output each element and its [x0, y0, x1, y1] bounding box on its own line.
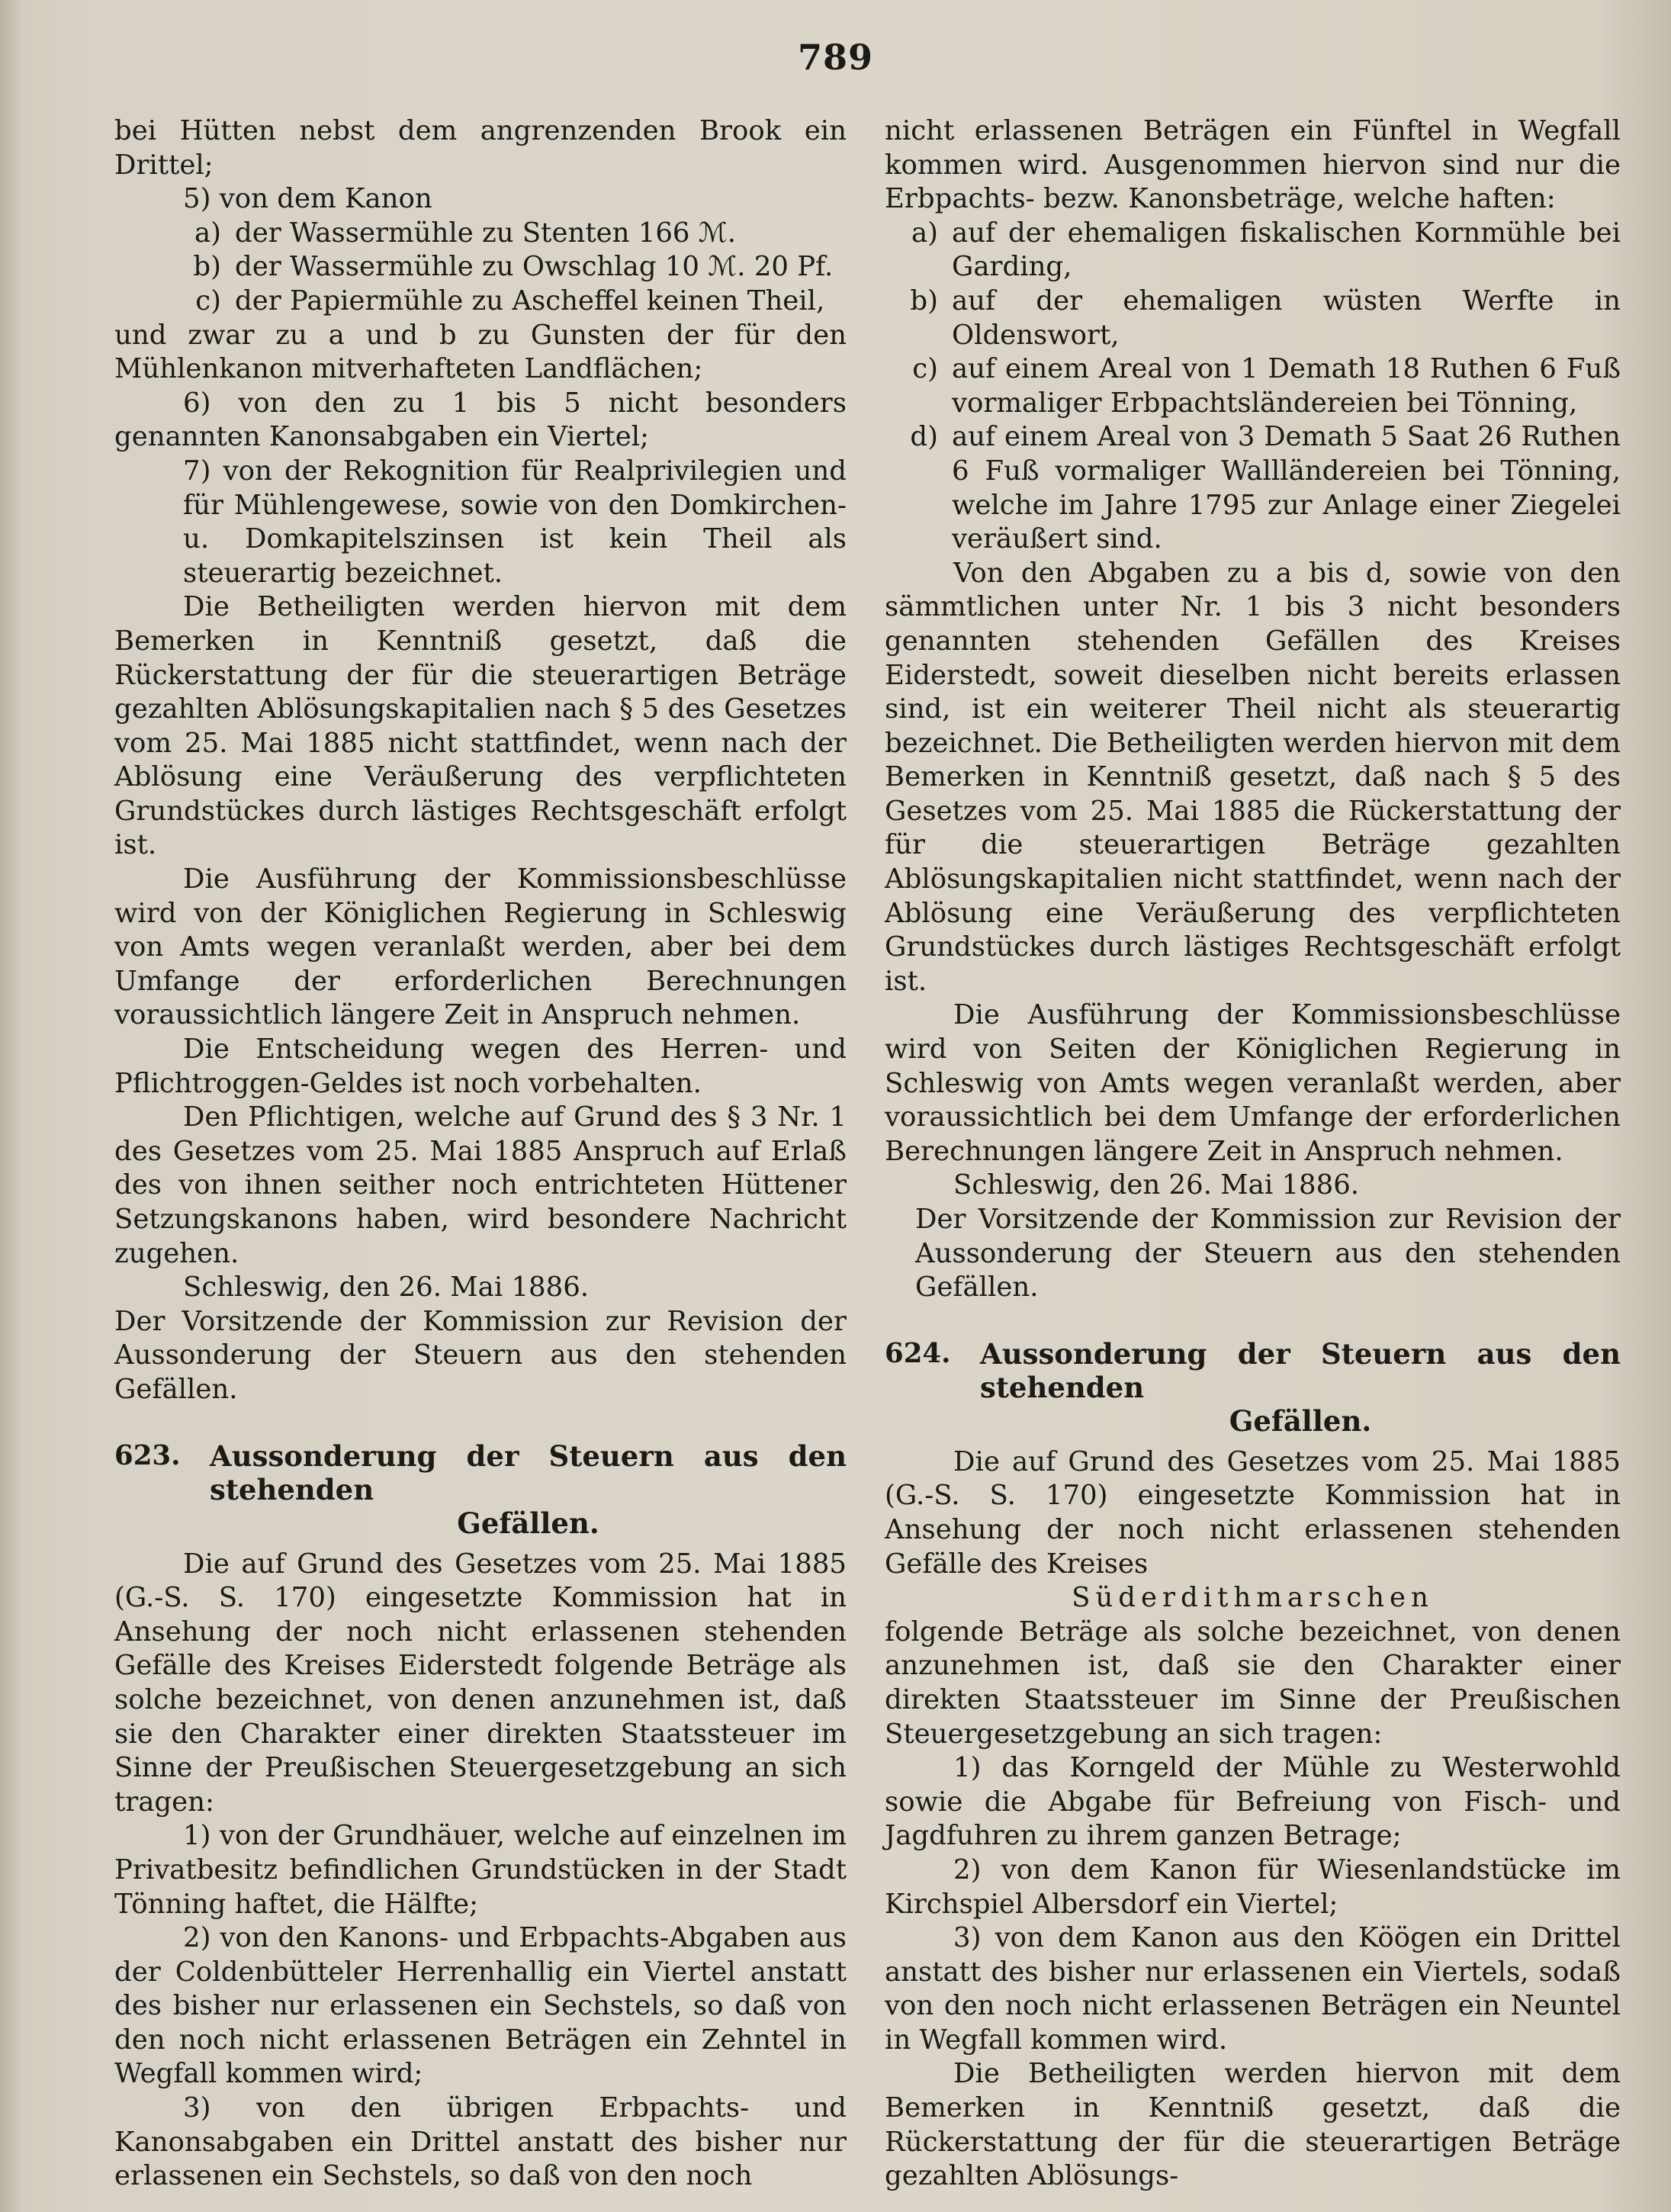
- date-line: Schleswig, den 26. Mai 1886.: [183, 1272, 590, 1304]
- item-text: auf der ehemaligen wüsten Werfte in Oldenswort,: [952, 285, 1621, 351]
- page-number: 789: [797, 37, 874, 78]
- paragraph: Die Ausführung der Kommissionsbeschlüsse wird von der Königlichen Regierung in Schleswig von Amts wegen veranlaßt werden, aber bei dem Umfange der erforderlichen Berechnungen voraussichtlich längere Zeit in Anspruch nehmen.: [114, 863, 847, 1031]
- district-name: Süderdithmarschen: [1072, 1582, 1434, 1614]
- paragraph: Die Ausführung der Kommissionsbeschlüsse wird von Seiten der Königlichen Regierung in Schleswig von Amts wegen veranlaßt werden, aber voraussichtlich bei dem Umfange der erforderlichen Berechnungen längere Zeit in Anspruch nehmen.: [885, 999, 1621, 1167]
- right-column: [885, 114, 1621, 2194]
- sub-item-c: [885, 352, 1621, 420]
- left-column: [114, 114, 847, 2194]
- section-title: [980, 1337, 1621, 1438]
- section-title-text: Aussonderung der Steuern aus den stehenden: [210, 1439, 847, 1506]
- paragraph: folgende Beträge als solche bezeichnet, von denen anzunehmen ist, daß sie den Charakter einer direkten Staatssteuer im Sinne der Preußischen Steuergesetzgebung an sich tragen:: [885, 1616, 1621, 1750]
- item-label: a): [911, 217, 938, 249]
- list-item: 7) von der Rekognition für Realprivilegien und für Mühlengewese, sowie von den Domkirchen- u. Domkapitelszinsen ist kein Theil als steuerartig bezeichnet.: [183, 455, 847, 589]
- paragraph: und zwar zu a und b zu Gunsten der für den Mühlenkanon mitverhafteten Landflächen;: [114, 319, 847, 385]
- item-label: a): [194, 217, 221, 249]
- item-label: b): [193, 251, 221, 283]
- item-label: c): [195, 285, 221, 317]
- signature-line: Der Vorsitzende der Kommission zur Revision der Aussonderung der Steuern aus den stehenden Gefällen.: [114, 1305, 847, 1405]
- sub-item-a: [114, 217, 847, 251]
- sub-item-b: [114, 250, 847, 285]
- section-title-text: Aussonderung der Steuern aus den stehenden: [980, 1336, 1621, 1404]
- sub-item-b: [885, 285, 1621, 352]
- paragraph: Die Betheiligten werden hiervon mit dem Bemerken in Kenntniß gesetzt, daß die Rückerstattung der für die steuerartigen Beträge gezahlten Ablösungskapitalien nach § 5 des Gesetzes vom 25. Mai 1885 nicht stattfindet, wenn nach der Ablösung eine Veräußerung des verpflichteten Grundstückes durch lästiges Rechtsgeschäft erfolgt ist.: [114, 591, 847, 861]
- section-title: [210, 1439, 847, 1540]
- list-item: 3) von dem Kanon aus den Köögen ein Drittel anstatt des bisher nur erlassenen ein Viertels, sodaß von den noch nicht erlassenen Beträgen ein Neuntel in Wegfall kommen wird.: [885, 1922, 1621, 2056]
- item-text: der Wassermühle zu Stenten 166 ℳ.: [235, 217, 737, 249]
- list-item: 1) das Korngeld der Mühle zu Westerwohld sowie die Abgabe für Befreiung von Fisch- und Jagdfuhren zu ihrem ganzen Betrage;: [885, 1752, 1621, 1852]
- paragraph: Die auf Grund des Gesetzes vom 25. Mai 1885 (G.-S. S. 170) eingesetzte Kommission hat in Ansehung der noch nicht erlassenen stehenden Gefälle des Kreises Eiderstedt folgende Beträge als solche bezeichnet, von denen anzunehmen ist, daß sie den Charakter einer direkten Staatssteuer im Sinne der Preußischen Steuergesetzgebung an sich tragen:: [114, 1548, 847, 1818]
- date-line: Schleswig, den 26. Mai 1886.: [953, 1169, 1360, 1201]
- paragraph: nicht erlassenen Beträgen ein Fünftel in Wegfall kommen wird. Ausgenommen hiervon sind nur die Erbpachts- bezw. Kanonsbeträge, welche haften:: [885, 115, 1621, 215]
- section-heading-624: [885, 1337, 1621, 1438]
- sub-item-c: [114, 285, 847, 319]
- item-label: d): [910, 421, 938, 453]
- section-title-last: Gefällen.: [1229, 1403, 1372, 1438]
- paragraph: Den Pflichtigen, welche auf Grund des § 3 Nr. 1 des Gesetzes vom 25. Mai 1885 Anspruch auf Erlaß des von ihnen seither noch entrichteten Hüttener Setzungskanons haben, wird besondere Nachricht zugehen.: [114, 1101, 847, 1269]
- section-number: 624.: [885, 1337, 951, 1369]
- section-heading-623: [114, 1439, 847, 1540]
- item-label: b): [910, 285, 938, 317]
- item-text: auf einem Areal von 3 Demath 5 Saat 26 Ruthen 6 Fuß vormaliger Wallländereien bei Tönning, welche im Jahre 1795 zur Anlage einer Ziegelei veräußert sind.: [952, 421, 1621, 555]
- text-line: bei Hütten nebst dem angrenzenden Brook ein Drittel;: [114, 115, 847, 181]
- list-item: 2) von den Kanons- und Erbpachts-Abgaben aus der Coldenbütteler Herrenhallig ein Viertel anstatt des bisher nur erlassenen ein Sechstels, so daß von den noch nicht erlassenen Beträgen ein Zehntel in Wegfall kommen wird;: [114, 1922, 847, 2090]
- item-text: auf der ehemaligen fiskalischen Kornmühle bei Garding,: [952, 217, 1621, 283]
- sub-item-d: [885, 420, 1621, 556]
- paragraph: Die Entscheidung wegen des Herren- und Pflichtroggen-Geldes ist noch vorbehalten.: [114, 1034, 847, 1099]
- item-text: der Papiermühle zu Ascheffel keinen Theil,: [235, 285, 825, 317]
- item-label: c): [912, 353, 938, 385]
- paragraph: Von den Abgaben zu a bis d, sowie von den sämmtlichen unter Nr. 1 bis 3 nicht besonders genannten stehenden Gefällen des Kreises Eiderstedt, soweit dieselben nicht bereits erlassen sind, ist ein weiterer Theil nicht als steuerartig bezeichnet. Die Betheiligten werden hiervon mit dem Bemerken in Kenntniß gesetzt, daß nach § 5 des Gesetzes vom 25. Mai 1885 die Rückerstattung der für die steuerartigen Beträge gezahlten Ablösungskapitalien nicht stattfindet, wenn nach der Ablösung eine Veräußerung des verpflichteten Grundstückes durch lästiges Rechtsgeschäft erfolgt ist.: [885, 557, 1621, 997]
- signature-line: Der Vorsitzende der Kommission zur Revision der Aussonderung der Steuern aus den stehenden Gefällen.: [915, 1204, 1621, 1304]
- list-item: 6) von den zu 1 bis 5 nicht besonders genannten Kanonsabgaben ein Viertel;: [114, 387, 847, 453]
- sub-item-a: [885, 217, 1621, 285]
- paragraph: Die auf Grund des Gesetzes vom 25. Mai 1885 (G.-S. S. 170) eingesetzte Kommission hat in Ansehung der noch nicht erlassenen stehenden Gefälle des Kreises: [885, 1445, 1621, 1580]
- item-text: der Wassermühle zu Owschlag 10 ℳ. 20 Pf.: [235, 251, 834, 283]
- list-item: 2) von dem Kanon für Wiesenlandstücke im Kirchspiel Albersdorf ein Viertel;: [885, 1854, 1621, 1920]
- list-item: 3) von den übrigen Erbpachts- und Kanonsabgaben ein Drittel anstatt des bisher nur erlassenen ein Sechstels, so daß von den noch: [114, 2092, 847, 2192]
- section-number: 623.: [114, 1439, 181, 1471]
- item-text: auf einem Areal von 1 Demath 18 Ruthen 6 Fuß vormaliger Erbpachtsländereien bei Tönning,: [952, 353, 1621, 419]
- list-item: 1) von der Grundhäuer, welche auf einzelnen im Privatbesitz befindlichen Grundstücken in der Stadt Tönning haftet, die Hälfte;: [114, 1820, 847, 1920]
- section-title-last: Gefällen.: [457, 1506, 599, 1540]
- paragraph: Die Betheiligten werden hiervon mit dem Bemerken in Kenntniß gesetzt, daß die Rückerstattung der für die steuerartigen Beträge gezahlten Ablösungs-: [885, 2058, 1621, 2192]
- list-item: 5) von dem Kanon: [183, 183, 432, 215]
